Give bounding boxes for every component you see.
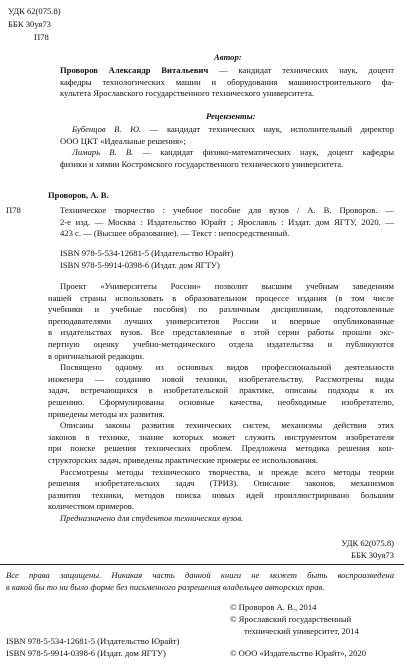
author-line-3: культета Ярославского государственного технического университета. [60,88,315,99]
author-name: Проворов Александр Витальевич [60,65,209,75]
copyright-urait: © ООО «Издательство Юрайт», 2020 [230,648,367,658]
reviewer-1-name: Бубенцов В. Ю. [72,124,142,134]
bottom-isbn-2: ISBN 978-5-9914-0398-6 (Издат. дом ЯГТУ) [6,648,166,658]
reviewer-1-line-1 [60,124,394,136]
reviewer-2-line-2: физики и химии Костромского государственного технического университета. [60,158,344,169]
abstract-audience: Предназначено для студентов технических вузов. [60,512,244,523]
abstract-p3-l4: структорских задач, приведены практические примеры ее использования. [48,454,318,465]
author-line-1 [60,65,394,77]
copyright-ystu-2: технический университет, 2014 [244,626,359,636]
author-description [60,65,394,100]
author-mark: П78 [34,32,49,42]
reviewer-2-line-1 [60,147,394,159]
copyright-ystu-1: © Ярославский государственный [230,614,352,624]
bbk-code: ББК 30уя73 [8,19,51,29]
reviewer-1-line-2: ООО ЦКТ «Идеальные решения»; [60,135,186,146]
abstract-p2-l5: приведены методы их развития. [48,408,165,419]
bottom-udk: УДК 62(075.8) [341,538,394,548]
author-line-1-rest: — кандидат технических наук, доцент [208,65,394,75]
abstract-p1-l6: пертную оценку учебно-методического отдела издательства и публикуются [48,338,394,349]
abstract-p4-l4: количеством примеров. [48,501,134,512]
bottom-bbk: ББК 30уя73 [351,550,394,560]
catalog-line-1: Техническое творчество : учебное пособие для вузов / А. В. Проворов. — [60,205,394,215]
reviewer-1-desc: — кандидат технических наук, исполнительный директор [141,124,394,134]
rights-line-1: Все права защищены. Никакая часть данной книги не может быть воспроизведена [6,570,394,580]
catalog-line-3: 423 с. — (Высшее образование). — Текст : непосредственный. [60,228,290,239]
abstract-p4-l1: Рассмотрены методы технического творчества, и прежде всего методы теории [60,466,394,477]
copyright-author: © Проворов А. В., 2014 [230,602,317,612]
rights-line-2: в какой бы то ни было форме без письменного разрешения владельцев авторских прав. [6,581,325,592]
abstract-p2-l4: решению. Сформулированы основные качества, необходимые изобретателю, [48,396,394,407]
abstract-p4-l3: развития техники, методов поиска новых идей проиллюстрировано большим [48,489,394,500]
catalog-isbn-1: ISBN 978-5-534-12681-5 (Издательство Юрайт) [60,248,234,258]
catalog-author: Проворов, А. В. [48,190,109,200]
reviewer-2-desc: — кандидат физико-математических наук, доцент кафедры [133,147,394,158]
abstract-p1-l5: в издательствах вузов. Все представленные в этой серии работы прошли экс- [48,327,394,338]
divider-rule [0,564,404,565]
reviewer-2-name: Лимарь В. В. [72,147,134,158]
bottom-isbn-1: ISBN 978-5-534-12681-5 (Издательство Юрайт) [6,636,180,646]
reviewers-list [60,124,394,170]
udk-code: УДК 62(075.8) [8,6,61,16]
abstract-p2-l2: инженера — созданию новой техники, изобретательству. Рассмотрены виды [48,373,394,384]
abstract-p3-l2: законов в технике, знание которых может служить инструментом изобретателя [48,431,394,442]
abstract-p4-l2: решения изобретательских задач (ТРИЗ). Описание законов, механизмов [48,478,394,489]
abstract-p1-l1: Проект «Университеты России» позволит высшим учебным заведениям [60,281,394,291]
abstract-p1-l3: учебники и учебные пособия) по различным дисциплинам, подготовленные [48,304,394,315]
abstract-p1-l7: в оригинальной редакции. [48,350,145,361]
abstract-p3-l1: Описаны законы развития технических систем, механизмы действия этих [60,420,394,431]
author-line-2: кафедры технологических машин и оборудования машиностроительного фа- [60,76,394,87]
catalog-code: П78 [6,205,21,215]
rights-notice [6,570,394,593]
reviewers-heading: Рецензенты: [206,111,256,121]
abstract-p3-l3: при поиске решения технических проблем. Предложена методика решения кон- [48,443,394,454]
author-heading: Автор: [214,52,242,62]
catalog-line-2: 2-е изд. — Москва : Издательство Юрайт ; Ярославль : Издат. дом ЯГТУ, 2020. — [60,216,394,227]
abstract-p2-l3: задач, встречающихся в изобретательской практике, описаны подходы к их [48,385,394,396]
abstract-p1-l2: нашей страны использовать в образовательном процессе издания (в том числе [48,292,394,303]
catalog-isbn-2: ISBN 978-5-9914-0398-6 (Издат. дом ЯГТУ) [60,260,220,270]
abstract-p1-l4: преподавателями лучших университетов России и впервые опубликованные [48,315,394,326]
abstract [48,281,394,524]
abstract-p2-l1: Посвящено одному из основных видов профессиональной деятельности [60,362,394,373]
catalog-description [60,205,394,240]
